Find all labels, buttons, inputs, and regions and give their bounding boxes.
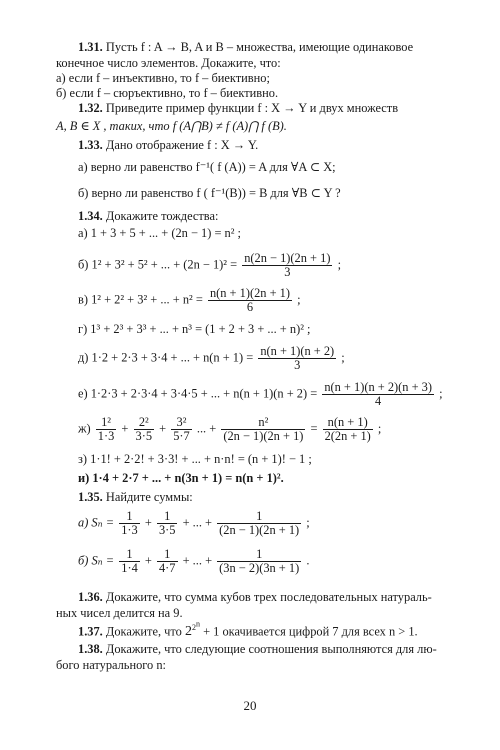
denominator: 4 <box>375 394 382 408</box>
problem-text: Дано отображение f : X → Y. <box>105 138 259 152</box>
problem-text: Докажите, что сумма кубов трех последовательных натураль- <box>105 590 432 604</box>
fraction <box>96 416 117 443</box>
problem-1-31-line2: конечное число элементов. Докажите, что: <box>56 56 281 70</box>
problem-1-31-a: а) если f – инъективно, то f – биективно; <box>56 71 270 85</box>
sum-label: б) Sₙ = <box>78 553 115 568</box>
problem-1-35-title <box>78 490 193 505</box>
fraction <box>221 416 305 443</box>
problem-1-37 <box>78 619 418 640</box>
problem-text: + 1 окачивается цифрой 7 для всех n > 1. <box>203 624 418 639</box>
fraction <box>242 252 332 279</box>
denominator: 3 <box>284 265 291 279</box>
problem-1-33-line1 <box>78 138 258 153</box>
identity-a: а) 1 + 3 + 5 + ... + (2n − 1) = n² ; <box>78 226 241 240</box>
numerator: 1 <box>157 548 178 562</box>
numerator: 1 <box>119 510 140 524</box>
identity-i: и) 1·4 + 2·7 + ... + n(3n + 1) = n(n + 1)². <box>78 471 284 485</box>
identity-e: д) 1·2 + 2·3 + 3·4 + ... + n(n + 1) = $\frac{n(n + 1)(n + 2)}{3}$ ; <box>78 344 345 372</box>
numerator: n(n + 1) <box>323 416 373 430</box>
problem-text: Докажите тождества: <box>105 209 219 223</box>
problem-1-38-line1 <box>78 642 437 657</box>
fraction <box>322 381 434 408</box>
numerator: n(2n − 1)(2n + 1) <box>244 251 331 265</box>
problem-1-36-line1 <box>78 590 432 605</box>
fraction <box>134 416 155 443</box>
fraction <box>157 548 178 575</box>
power-base: 2 <box>184 624 192 640</box>
sum-label: а) Sₙ = <box>78 515 115 530</box>
denominator: (2n − 1)(2n + 1) <box>219 523 300 537</box>
fraction <box>217 548 301 575</box>
problem-1-31-b: б) если f – сюръективно, то f – биективно. <box>56 86 279 100</box>
problem-1-33-b: б) верно ли равенство f ( f⁻¹(B)) = B для ∀B ⊂ Y ? <box>78 186 341 200</box>
problem-1-31-line1 <box>78 40 413 55</box>
fraction <box>171 416 192 443</box>
numerator: 1 <box>217 548 301 562</box>
numerator: 1 <box>157 510 178 524</box>
fraction <box>217 510 301 537</box>
identity-f: е) 1·2·3 + 2·3·4 + 3·4·5 + ... + n(n + 1)(n + 2) = $\frac{n(n + 1)(n + 2)(n + 3)}{4}$ ; <box>78 380 443 408</box>
problem-number: 1.33. <box>78 138 103 152</box>
identity-c: в) 1² + 2² + 3² + ... + n² = $\frac{n(n + 1)(2n + 1)}{6}$ ; <box>78 286 301 314</box>
denominator: 3 <box>294 358 301 372</box>
denominator: 4·7 <box>158 561 176 575</box>
denominator: 3·5 <box>135 429 153 443</box>
problem-text: Докажите, что <box>105 624 182 639</box>
numerator: 3² <box>171 416 192 430</box>
problem-number: 1.37. <box>78 624 103 639</box>
problem-number: 1.32. <box>78 101 103 115</box>
denominator: 2(2n + 1) <box>324 429 371 443</box>
problem-text: Найдите суммы: <box>105 490 193 504</box>
power-exponent: 2 <box>191 622 196 632</box>
problem-1-34-title <box>78 209 218 224</box>
item-label: ж) <box>78 421 91 436</box>
numerator: 1 <box>217 510 301 524</box>
denominator: 1·3 <box>121 523 138 537</box>
denominator: 3·5 <box>158 523 176 537</box>
problem-1-38-line2: бого натурального n: <box>56 658 166 672</box>
numerator: 1² <box>96 416 117 430</box>
fraction <box>323 416 373 443</box>
problem-1-32-line2: A, B ∈ X , таких, что f (A⋂B) ≠ f (A)⋂ f (B). <box>56 119 287 133</box>
fraction <box>119 510 140 537</box>
fraction <box>119 548 140 575</box>
fraction <box>258 345 336 372</box>
problem-number: 1.31. <box>78 40 103 54</box>
identity-b: б) 1² + 3² + 5² + ... + (2n − 1)² = $\frac{n(2n - 1)(2n + 1)}{3}$ ; <box>78 251 342 279</box>
numerator: n(n + 1)(n + 2)(n + 3) <box>324 380 432 394</box>
problem-number: 1.38. <box>78 642 103 656</box>
denominator: 5·7 <box>173 429 190 443</box>
identity-lhs: д) 1·2 + 2·3 + 3·4 + ... + n(n + 1) = <box>78 350 254 365</box>
problem-number: 1.34. <box>78 209 103 223</box>
problem-number: 1.36. <box>78 590 103 604</box>
denominator: 1·3 <box>97 429 115 443</box>
page-number: 20 <box>243 698 257 713</box>
problem-1-32-line1 <box>78 101 398 116</box>
sum-b: б) Sₙ = $\frac{1}{1\cdot 4}$ + $\frac{1}{4\cdot 7}$ + ... + $\frac{1}{(3n - 2)(3n + 1)}$ . <box>78 547 310 575</box>
fraction <box>157 510 178 537</box>
problem-text: Приведите пример функции f : X → Y и двух множеств <box>105 101 399 115</box>
numerator: n(n + 1)(n + 2) <box>260 344 335 358</box>
problem-number: 1.35. <box>78 490 103 504</box>
identity-lhs: б) 1² + 3² + 5² + ... + (2n − 1)² = <box>78 257 238 272</box>
denominator: (3n − 2)(3n + 1) <box>219 561 300 575</box>
numerator: n² <box>221 416 305 430</box>
numerator: 2² <box>134 416 155 430</box>
identity-lhs: е) 1·2·3 + 2·3·4 + 3·4·5 + ... + n(n + 1)(n + 2) = <box>78 386 318 401</box>
problem-1-33-a: а) верно ли равенство f⁻¹( f (A)) = A для ∀A ⊂ X; <box>78 160 336 174</box>
power-exponent-inner: n <box>195 619 200 628</box>
problem-text: Докажите, что следующие соотношения выполняются для лю- <box>105 642 437 656</box>
denominator: 1·4 <box>121 561 138 575</box>
fraction <box>208 287 292 314</box>
denominator: (2n − 1)(2n + 1) <box>223 429 304 443</box>
identity-d: г) 1³ + 2³ + 3³ + ... + n³ = (1 + 2 + 3 + ... + n)² ; <box>78 322 311 336</box>
identity-g: ж) $\frac{\text{1²}}{1\cdot 3}$ + $\frac{\text{2²}}{3\cdot 5}$ + $\frac{\text{3²}}{5\cdot 7}$ ... + $\frac{\text{n²}}{(2n - 1)(2n + 1)}$ = $\frac{n(n + 1)}{2(2n + 1)}$ ; <box>78 415 382 443</box>
denominator: 6 <box>246 300 254 314</box>
problem-1-36-line2: ных чисел делится на 9. <box>56 606 183 620</box>
numerator: n(n + 1)(2n + 1) <box>209 286 290 300</box>
power-expression <box>184 619 200 640</box>
sum-a: а) Sₙ = $\frac{1}{1\cdot 3}$ + $\frac{1}{3\cdot 5}$ + ... + $\frac{1}{(2n - 1)(2n + 1)}$ ; <box>78 509 310 537</box>
numerator: 1 <box>119 548 140 562</box>
identity-h: з) 1·1! + 2·2! + 3·3! + ... + n·n! = (n + 1)! − 1 ; <box>78 452 312 466</box>
problem-text: Пусть f : A → B, A и B – множества, имеющие одинаковое <box>105 40 414 54</box>
identity-lhs: в) 1² + 2² + 3² + ... + n² = <box>78 292 203 307</box>
